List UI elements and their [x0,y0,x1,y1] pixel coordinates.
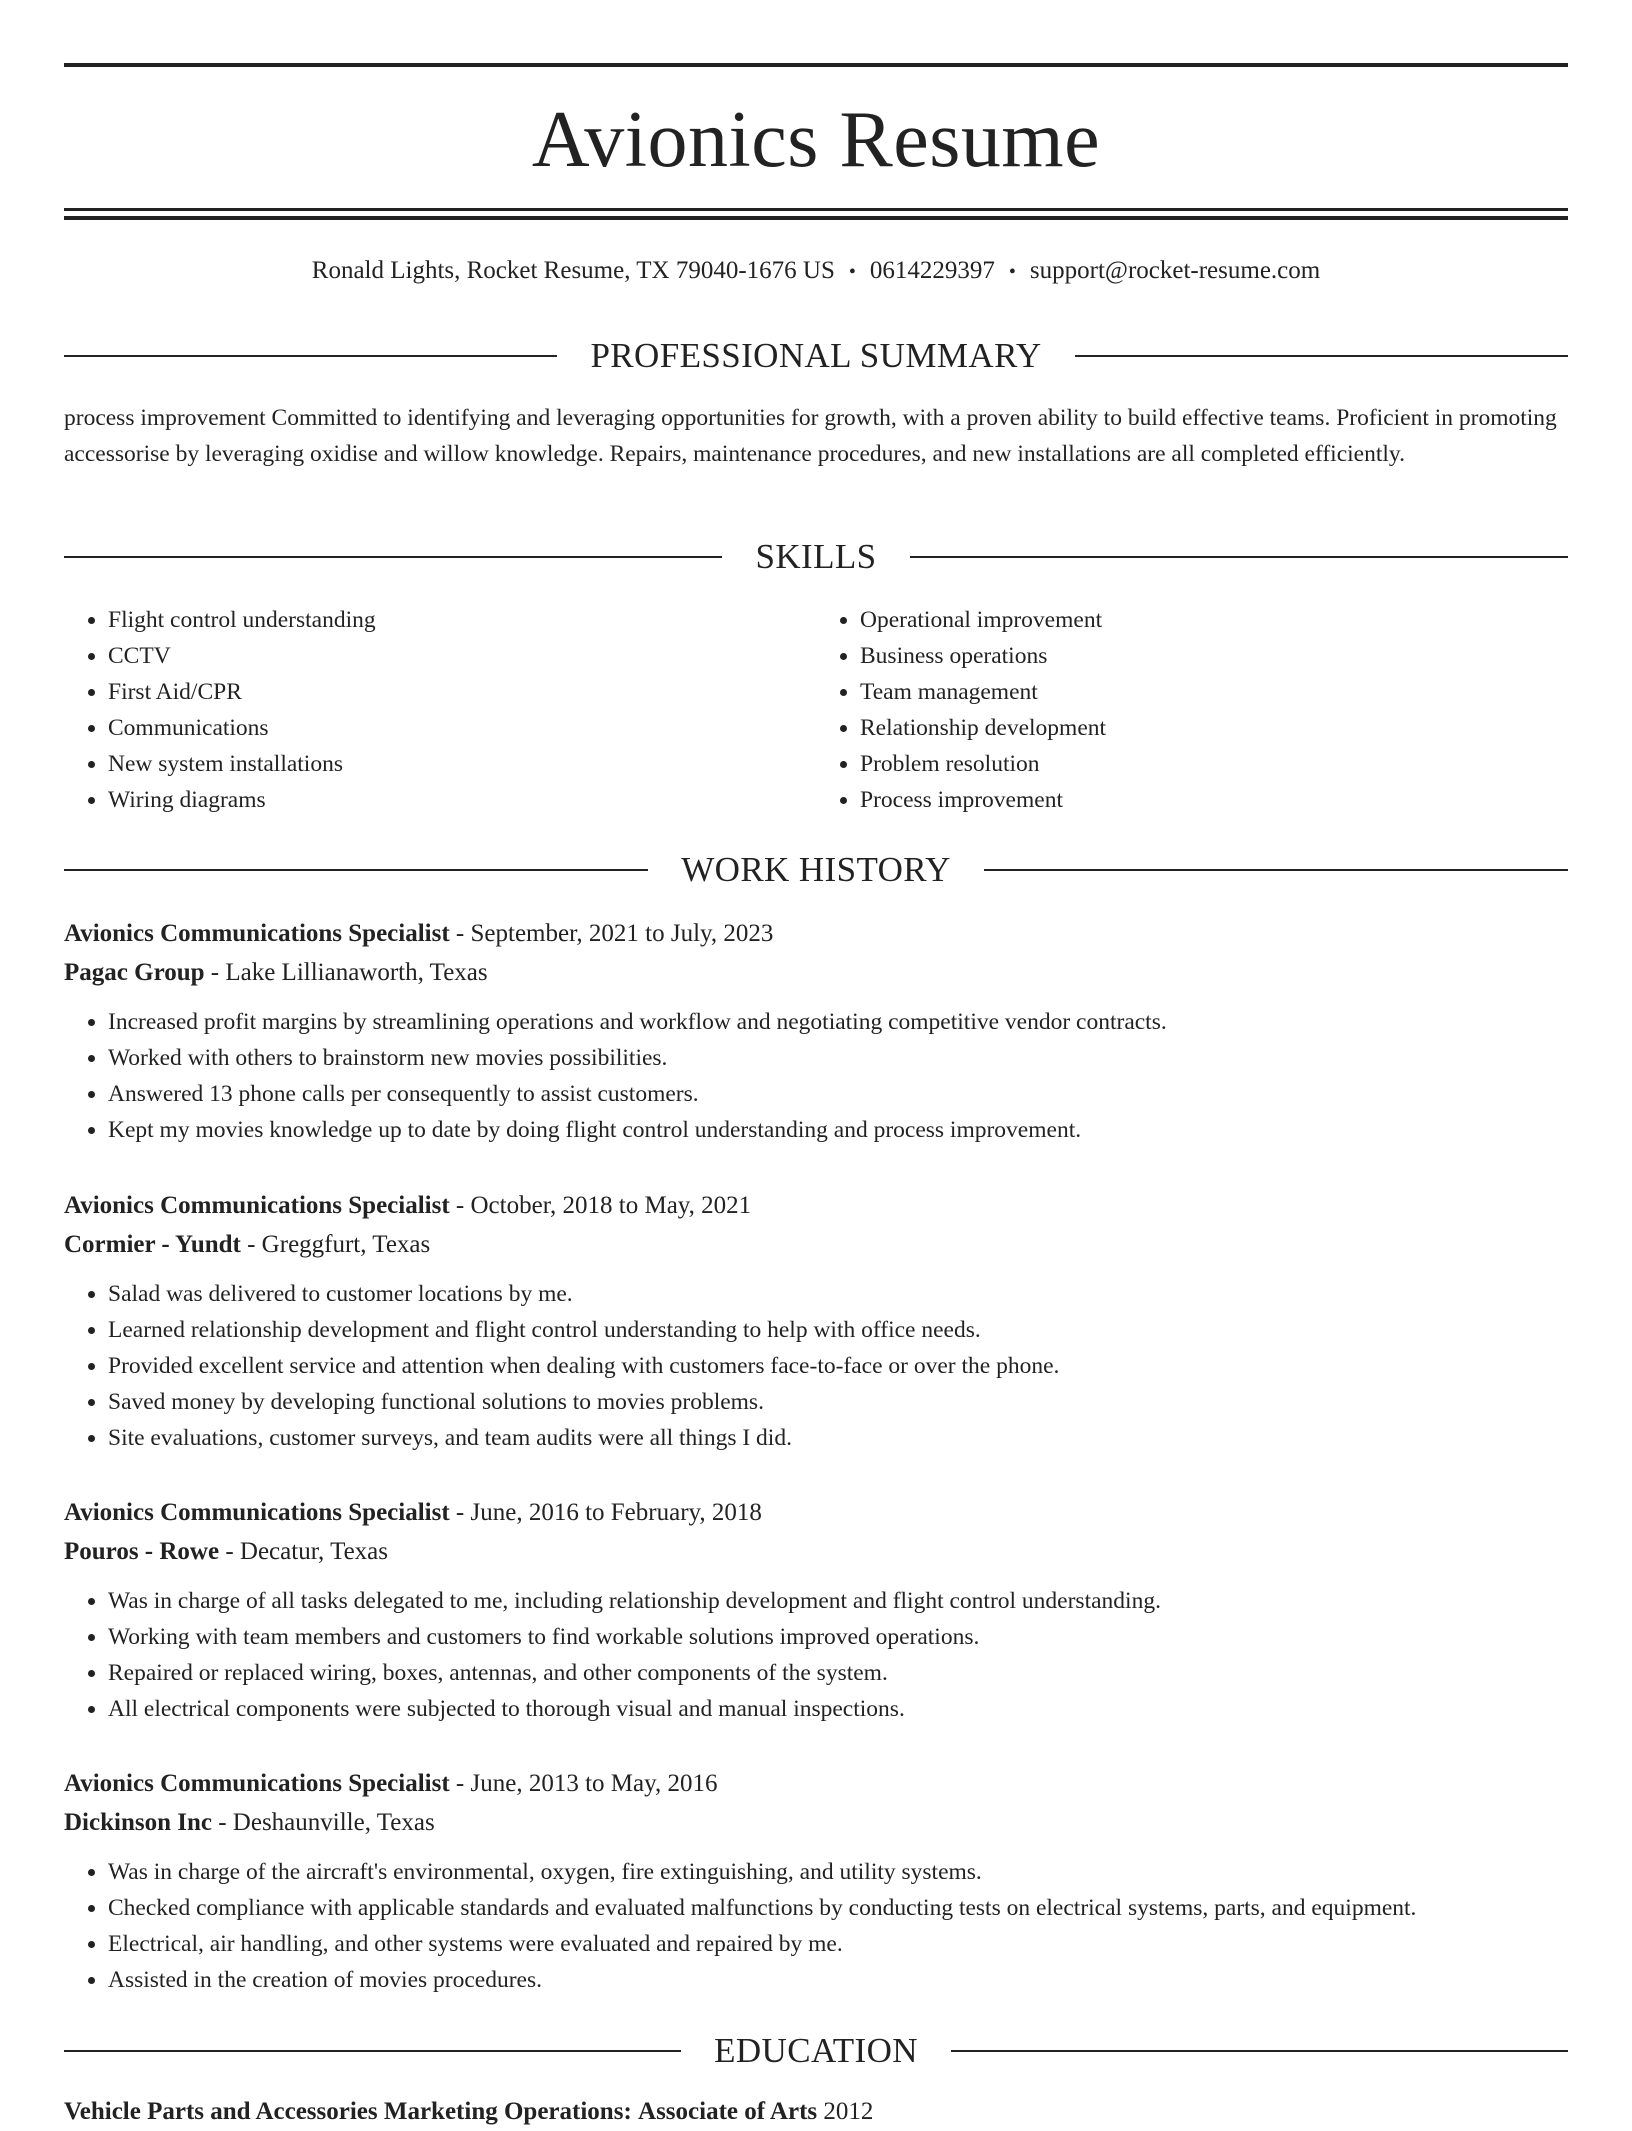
skills-column-left [64,602,816,818]
job-title-line [64,1186,1568,1225]
job-company-line [64,953,1568,992]
job-company: Pouros - Rowe [64,1538,220,1565]
section-heading-summary [64,334,1568,378]
job-company: Dickinson Inc [64,1809,212,1836]
job-entry [64,1764,1568,1998]
job-bullet: • Working with team members and customers to find workable solutions improved operations. [108,1619,1568,1655]
skill-item: • Business operations [860,638,1568,674]
title-double-rule-upper [64,208,1568,211]
job-title-line [64,914,1568,953]
job-dates: - October, 2018 to May, 2021 [455,1192,752,1219]
education-year: 2012 [823,2098,874,2125]
job-bullet: • Answered 13 phone calls per consequently to assist customers. [108,1076,1568,1112]
job-company-line [64,1225,1568,1264]
heading-rule-right [984,869,1568,871]
skill-item: • New system installations [108,746,816,782]
section-heading-label: WORK HISTORY [681,850,951,889]
education-entry: Vehicle Parts and Accessories Marketing Operations: Associate of Arts 2012 [64,2098,874,2125]
job-title-line [64,1764,1568,1803]
heading-rule-left [64,355,557,357]
contact-address: Ronald Lights, Rocket Resume, TX 79040-1676 US [311,257,835,284]
heading-rule-left [64,869,648,871]
job-bullet: • Was in charge of all tasks delegated to me, including relationship development and flight control understanding. [108,1583,1568,1619]
job-company-line [64,1803,1568,1842]
job-bullet: • Increased profit margins by streamlining operations and workflow and negotiating competitive vendor contracts. [108,1004,1568,1040]
job-title: Avionics Communications Specialist [64,1499,450,1526]
title-double-rule-lower [64,216,1568,220]
heading-rule-right [1075,355,1568,357]
section-heading-work-history [64,848,1568,892]
job-bullet: • All electrical components were subjected to thorough visual and manual inspections. [108,1691,1568,1727]
contact-separator: • [1008,261,1016,283]
heading-rule-left [64,556,722,558]
job-entry [64,1186,1568,1456]
section-heading-education [64,2029,1568,2073]
job-bullet: • Salad was delivered to customer locations by me. [108,1276,1568,1312]
contact-phone: 0614229397 [869,257,995,284]
job-company: Cormier - Yundt [64,1231,241,1258]
top-rule [64,63,1568,67]
job-bullets [64,1854,1568,1998]
skill-item: • Wiring diagrams [108,782,816,818]
job-location: - Decatur, Texas [225,1538,389,1565]
job-bullet: • Site evaluations, customer surveys, and team audits were all things I did. [108,1420,1568,1456]
job-title: Avionics Communications Specialist [64,1192,450,1219]
job-location: - Greggfurt, Texas [247,1231,431,1258]
section-heading-skills [64,535,1568,579]
job-location: - Deshaunville, Texas [218,1809,435,1836]
section-heading-label: EDUCATION [714,2031,918,2070]
job-bullet: • Kept my movies knowledge up to date by doing flight control understanding and process improvement. [108,1112,1568,1148]
skill-item: • First Aid/CPR [108,674,816,710]
job-bullet: • Was in charge of the aircraft's environmental, oxygen, fire extinguishing, and utility systems. [108,1854,1568,1890]
contact-separator: • [848,261,856,283]
skill-item: • Communications [108,710,816,746]
section-heading-label: SKILLS [755,537,877,576]
job-bullets [64,1004,1568,1148]
job-bullet: • Saved money by developing functional solutions to movies problems. [108,1384,1568,1420]
job-company: Pagac Group [64,959,205,986]
job-bullet: • Electrical, air handling, and other systems were evaluated and repaired by me. [108,1926,1568,1962]
contact-email: support@rocket-resume.com [1029,257,1321,284]
section-heading-label: PROFESSIONAL SUMMARY [590,336,1042,375]
job-bullets [64,1276,1568,1456]
skills-list [64,602,1568,818]
skill-item: • CCTV [108,638,816,674]
skill-item: • Operational improvement [860,602,1568,638]
skill-item: • Relationship development [860,710,1568,746]
skills-column-right [816,602,1568,818]
job-entry [64,1493,1568,1727]
job-dates: - September, 2021 to July, 2023 [455,920,774,947]
resume-title: Avionics Resume [531,96,1101,184]
job-bullet: • Learned relationship development and flight control understanding to help with office needs. [108,1312,1568,1348]
job-title: Avionics Communications Specialist [64,1770,450,1797]
job-bullet: • Assisted in the creation of movies procedures. [108,1962,1568,1998]
contact-line [0,254,1632,289]
job-title: Avionics Communications Specialist [64,920,450,947]
job-entry [64,914,1568,1148]
job-bullet: • Checked compliance with applicable standards and evaluated malfunctions by conducting tests on electrical systems, parts, and equipment. [108,1890,1568,1926]
skill-item: • Process improvement [860,782,1568,818]
job-title-line [64,1493,1568,1532]
summary-text: process improvement Committed to identifying and leveraging opportunities for growth, with a proven ability to build effective teams. Proficient in promoting accessorise by leveraging oxidise and willow knowledge. Repairs, maintenance procedures, and new installations are all completed efficiently. [64,405,1557,467]
job-company-line [64,1532,1568,1571]
skill-item: • Flight control understanding [108,602,816,638]
heading-rule-right [951,2050,1568,2052]
education-program: Vehicle Parts and Accessories Marketing Operations [64,2098,624,2125]
job-location: - Lake Lillianaworth, Texas [210,959,488,986]
heading-rule-left [64,2050,681,2052]
job-bullet: • Provided excellent service and attention when dealing with customers face-to-face or over the phone. [108,1348,1568,1384]
job-bullet: • Repaired or replaced wiring, boxes, antennas, and other components of the system. [108,1655,1568,1691]
skill-item: • Problem resolution [860,746,1568,782]
skill-item: • Team management [860,674,1568,710]
heading-rule-right [910,556,1568,558]
job-dates: - June, 2013 to May, 2016 [455,1770,718,1797]
job-bullets [64,1583,1568,1727]
job-bullet: • Worked with others to brainstorm new movies possibilities. [108,1040,1568,1076]
job-dates: - June, 2016 to February, 2018 [455,1499,762,1526]
education-degree: Associate of Arts [638,2098,818,2125]
